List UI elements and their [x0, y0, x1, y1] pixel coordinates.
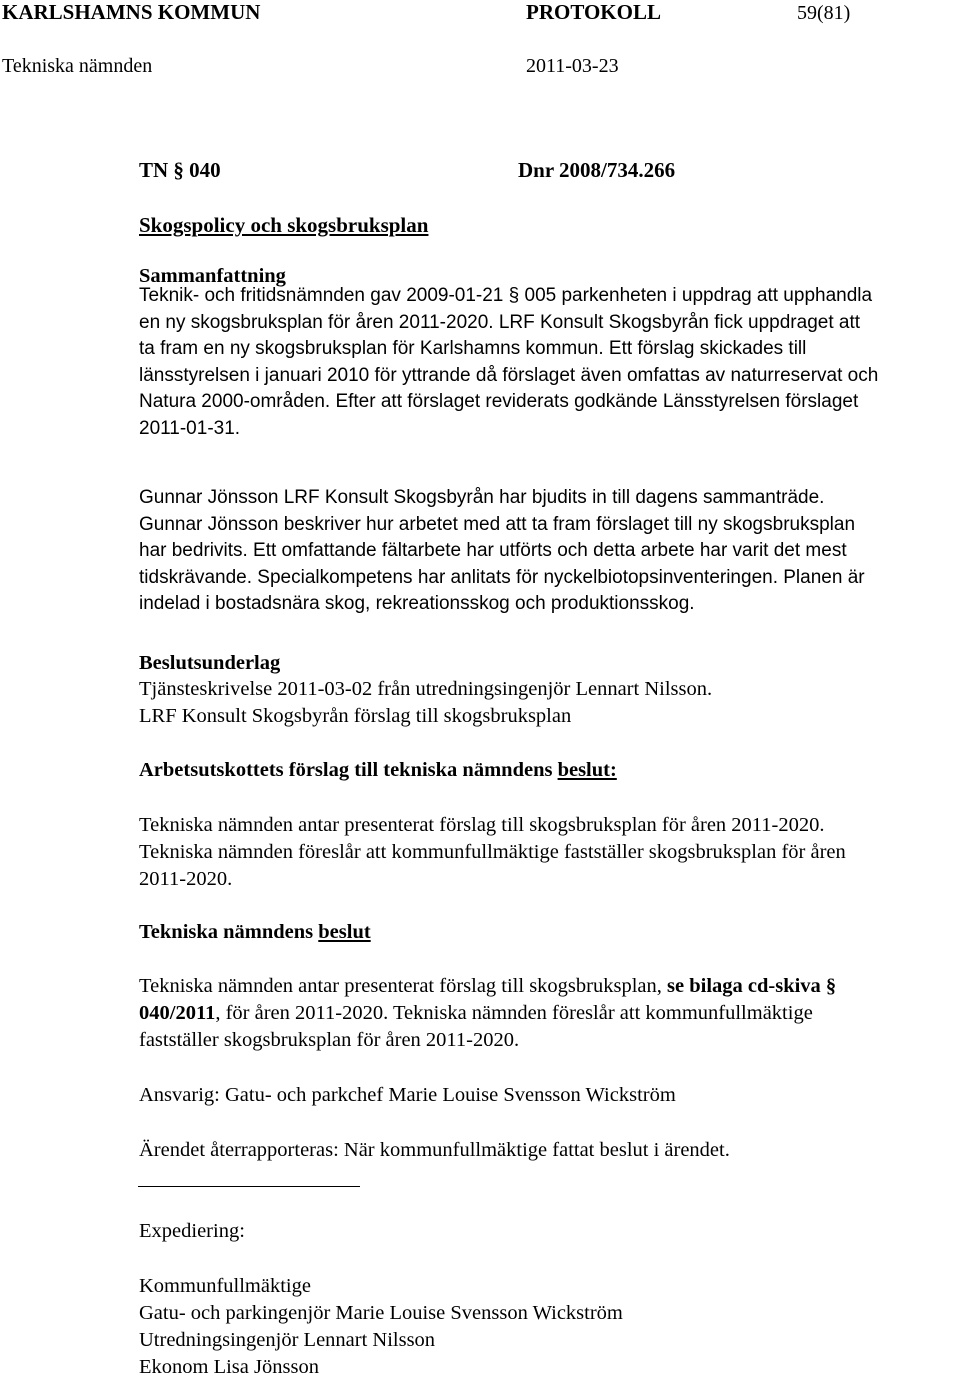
- decision-line-3: fastställer skogsbruksplan för åren 2011-2020.: [139, 1029, 520, 1051]
- committee-proposal-heading: Arbetsutskottets förslag till tekniska nämndens beslut:: [139, 759, 617, 781]
- summary-line: har bedrivits. Ett omfattande fältarbete har utförts och detta arbete har varit det mest: [139, 540, 847, 561]
- document-type: PROTOKOLL: [526, 0, 661, 24]
- responsible-person: Ansvarig: Gatu- och parkchef Marie Louise Svensson Wickström: [139, 1084, 676, 1106]
- case-dnr: Dnr 2008/734.266: [518, 158, 676, 182]
- distribution-recipient: Gatu- och parkingenjör Marie Louise Svensson Wickström: [139, 1302, 623, 1324]
- summary-line: Teknik- och fritidsnämnden gav 2009-01-21 § 005 parkenheten i uppdrag att upphandla: [139, 285, 873, 306]
- committee-name: Tekniska nämnden: [2, 55, 153, 77]
- summary-line: 2011-01-31.: [139, 417, 241, 439]
- distribution-recipient: Kommunfullmäktige: [139, 1275, 311, 1297]
- proposal-line: 2011-2020.: [139, 868, 233, 890]
- decision-line-2: 040/2011, för åren 2011-2020. Tekniska nämnden föreslår att kommunfullmäktige: [139, 1002, 813, 1024]
- proposal-line: Tekniska nämnden antar presenterat förslag till skogsbruksplan för åren 2011-2020.: [139, 814, 825, 836]
- summary-line: Gunnar Jönsson LRF Konsult Skogsbyrån har bjudits in till dagens sammanträde.: [139, 487, 825, 508]
- separator-line: [138, 1186, 360, 1187]
- basis-line: Tjänsteskrivelse 2011-03-02 från utredningsingenjör Lennart Nilsson.: [139, 678, 713, 700]
- decision-heading: Tekniska nämndens beslut: [139, 921, 371, 943]
- decision-line-1: Tekniska nämnden antar presenterat förslag till skogsbruksplan, se bilaga cd-skiva §: [139, 975, 837, 997]
- basis-heading: Beslutsunderlag: [139, 652, 281, 674]
- summary-line: tidskrävande. Specialkompetens har anlitats för nyckelbiotopsinventeringen. Planen är: [139, 566, 865, 588]
- summary-paragraph-2: [139, 485, 865, 618]
- case-number: TN § 040: [139, 158, 221, 182]
- summary-line: indelad i bostadsnära skog, rekreationsskog och produktionsskog.: [139, 593, 695, 614]
- summary-line: Natura 2000-områden. Efter att förslaget reviderats godkände Länsstyrelsen förslaget: [139, 391, 859, 412]
- meeting-date: 2011-03-23: [526, 55, 619, 77]
- summary-line: Gunnar Jönsson beskriver hur arbetet med att ta fram förslaget till ny skogsbruksplan: [139, 513, 856, 535]
- summary-line: ta fram en ny skogsbruksplan för Karlshamns kommun. Ett förslag skickades till: [139, 338, 807, 359]
- summary-paragraph: [139, 283, 878, 442]
- distribution-recipient: Ekonom Lisa Jönsson: [139, 1356, 319, 1378]
- summary-heading: Sammanfattning: [139, 265, 286, 287]
- summary-line: länsstyrelsen i januari 2010 för yttrande då förslaget även omfattas av naturreservat och: [139, 364, 879, 386]
- proposal-line: Tekniska nämnden föreslår att kommunfullmäktige fastställer skogsbruksplan för åren: [139, 841, 846, 863]
- municipality-name: KARLSHAMNS KOMMUN: [2, 0, 261, 24]
- attachment-number: 040/2011: [139, 1002, 216, 1024]
- page-number: 59(81): [797, 2, 851, 24]
- basis-line: LRF Konsult Skogsbyrån förslag till skogsbruksplan: [139, 705, 572, 727]
- distribution-recipient: Utredningsingenjör Lennart Nilsson: [139, 1329, 436, 1351]
- attachment-reference: se bilaga cd-skiva §: [667, 975, 837, 997]
- report-back: Ärendet återrapporteras: När kommunfullmäktige fattat beslut i ärendet.: [139, 1139, 730, 1161]
- case-title: Skogspolicy och skogsbruksplan: [139, 213, 429, 237]
- summary-line: en ny skogsbruksplan för åren 2011-2020. LRF Konsult Skogsbyrån fick uppdraget att: [139, 311, 861, 333]
- distribution-heading: Expediering:: [139, 1220, 245, 1242]
